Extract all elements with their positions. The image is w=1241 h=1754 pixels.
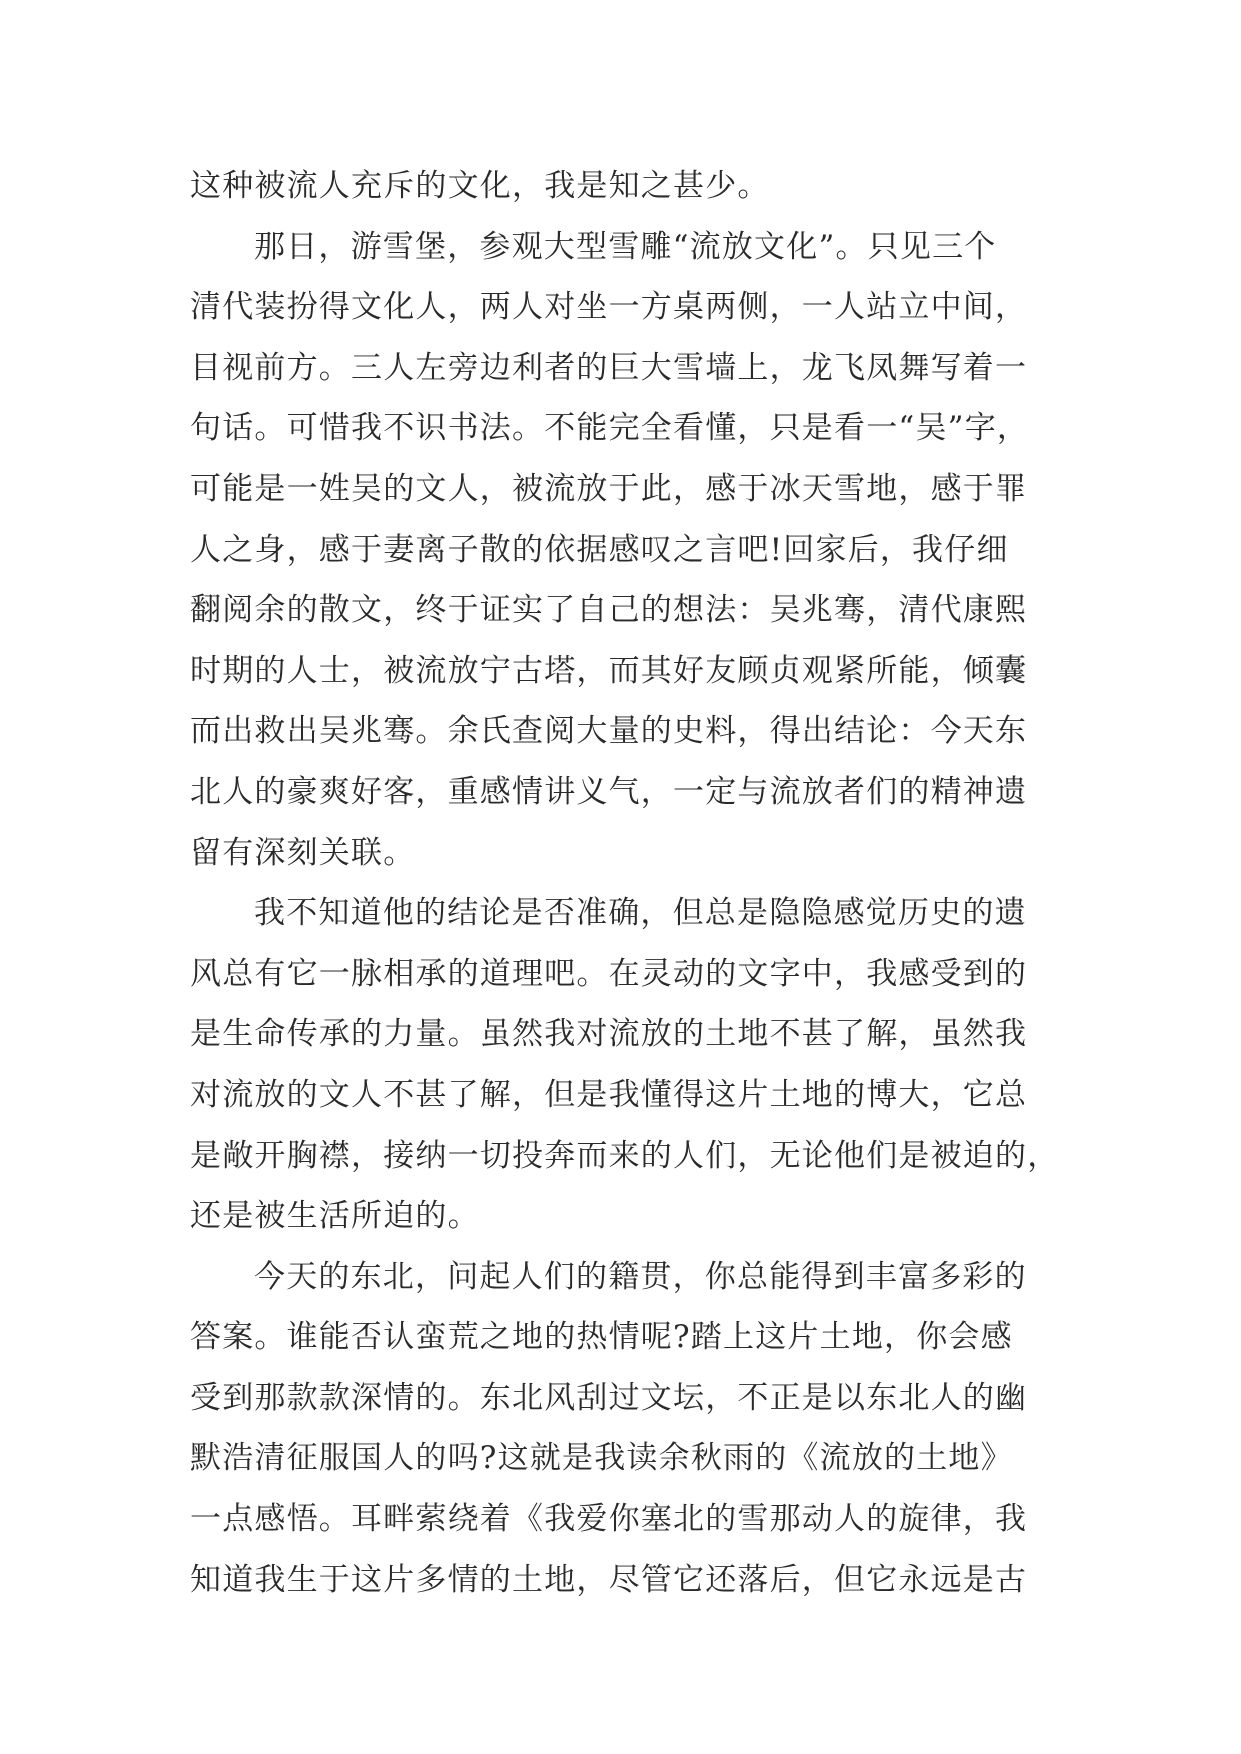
text-line: 对流放的文人不甚了解，但是我懂得这片土地的博大，它总 bbox=[190, 1076, 1028, 1113]
text-line: 北人的豪爽好客，重感情讲义气，一定与流放者们的精神遗 bbox=[190, 773, 1028, 810]
text-line: 一点感悟。耳畔萦绕着《我爱你塞北的雪那动人的旋律，我 bbox=[190, 1501, 1028, 1538]
paragraph-first-line: 我不知道他的结论是否准确，但总是隐隐感觉历史的遗 bbox=[254, 895, 1027, 932]
text-line: 清代装扮得文化人，两人对坐一方桌两侧，一人站立中间， bbox=[190, 289, 1028, 326]
text-line: 答案。谁能否认蛮荒之地的热情呢?踏上这片土地，你会感 bbox=[190, 1319, 1013, 1356]
text-line: 这种被流人充斥的文化，我是知之甚少。 bbox=[190, 168, 770, 204]
text-line: 可能是一姓吴的文人，被流放于此，感于冰天雪地，感于罪 bbox=[190, 470, 1028, 507]
text-line: 而出救出吴兆骞。余氏查阅大量的史料，得出结论：今天东 bbox=[190, 713, 1028, 750]
text-line: 还是被生活所迫的。 bbox=[190, 1198, 480, 1235]
text-line: 是生命传承的力量。虽然我对流放的土地不甚了解，虽然我 bbox=[190, 1016, 1028, 1053]
text-line: 翻阅余的散文，终于证实了自己的想法：吴兆骞，清代康熙 bbox=[190, 592, 1028, 629]
text-line: 默浩清征服国人的吗?这就是我读余秋雨的《流放的土地》 bbox=[190, 1440, 1013, 1477]
text-line: 人之身，感于妻离子散的依据感叹之言吧!回家后，我仔细 bbox=[190, 531, 1009, 568]
paragraph-first-line: 今天的东北，问起人们的籍贯，你总能得到丰富多彩的 bbox=[254, 1258, 1027, 1295]
text-line: 风总有它一脉相承的道理吧。在灵动的文字中，我感受到的 bbox=[190, 955, 1028, 992]
paragraph-first-line: 那日，游雪堡，参观大型雪雕“流放文化”。只见三个 bbox=[254, 228, 997, 265]
body-text bbox=[190, 156, 1070, 1610]
text-line: 是敞开胸襟，接纳一切投奔而来的人们，无论他们是被迫的， bbox=[190, 1137, 1060, 1174]
text-line: 句话。可惜我不识书法。不能完全看懂，只是看一“吴”字， bbox=[190, 410, 1030, 447]
text-line: 时期的人士，被流放宁古塔，而其好友顾贞观紧所能，倾囊 bbox=[190, 652, 1028, 689]
text-line: 知道我生于这片多情的土地，尽管它还落后，但它永远是古 bbox=[190, 1561, 1028, 1598]
text-line: 目视前方。三人左旁边利者的巨大雪墙上，龙飞凤舞写着一 bbox=[190, 349, 1028, 386]
text-line: 受到那款款深情的。东北风刮过文坛，不正是以东北人的幽 bbox=[190, 1379, 1028, 1416]
text-line: 留有深刻关联。 bbox=[190, 834, 416, 871]
